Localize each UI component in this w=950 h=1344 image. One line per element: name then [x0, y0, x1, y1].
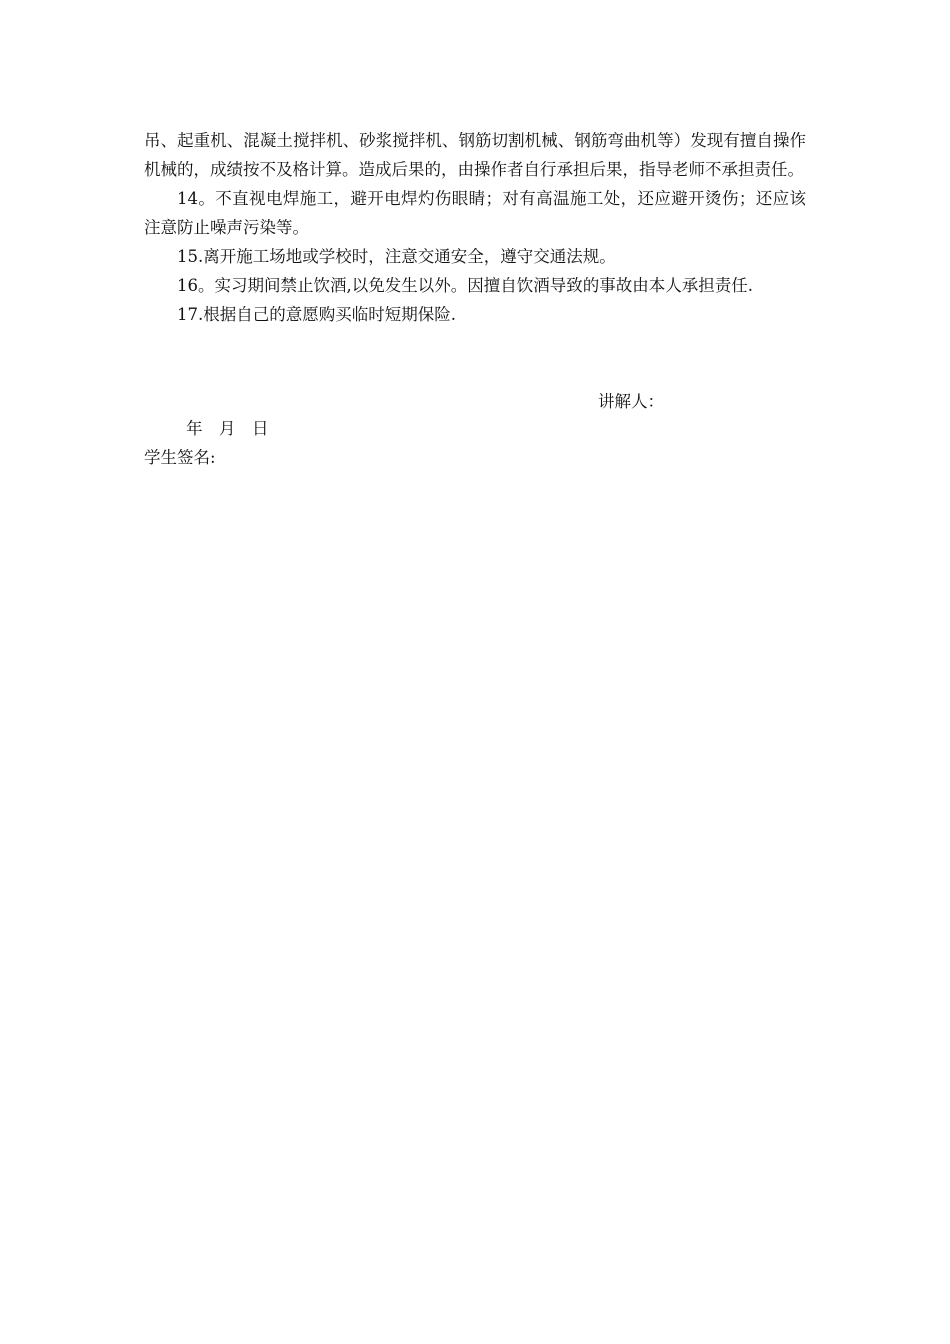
- paragraph-continued-rule-13: 吊、起重机、混凝土搅拌机、砂浆搅拌机、钢筋切割机械、钢筋弯曲机等）发现有擅自操作机械的，成绩按不及格计算。造成后果的，由操作者自行承担后果，指导老师不承担责任。: [144, 131, 806, 179]
- paragraph-rule-17: 17.根据自己的意愿购买临时短期保险.: [177, 305, 456, 324]
- document-body: [144, 126, 806, 329]
- paragraph-rule-15: 15.离开施工场地或学校时，注意交通安全，遵守交通法规。: [177, 247, 616, 266]
- student-signature-label: 学生签名:: [144, 448, 216, 467]
- speaker-label: 讲解人：: [598, 392, 664, 411]
- paragraph-rule-16: 16。实习期间禁止饮酒,以免发生以外。因擅自饮酒导致的事故由本人承担责任.: [177, 276, 753, 295]
- date-line: 年 月 日: [186, 419, 269, 438]
- paragraph-rule-14: 14。不直视电焊施工，避开电焊灼伤眼睛；对有高温施工处，还应避开烫伤；还应该注意防止噪声污染等。: [144, 189, 806, 237]
